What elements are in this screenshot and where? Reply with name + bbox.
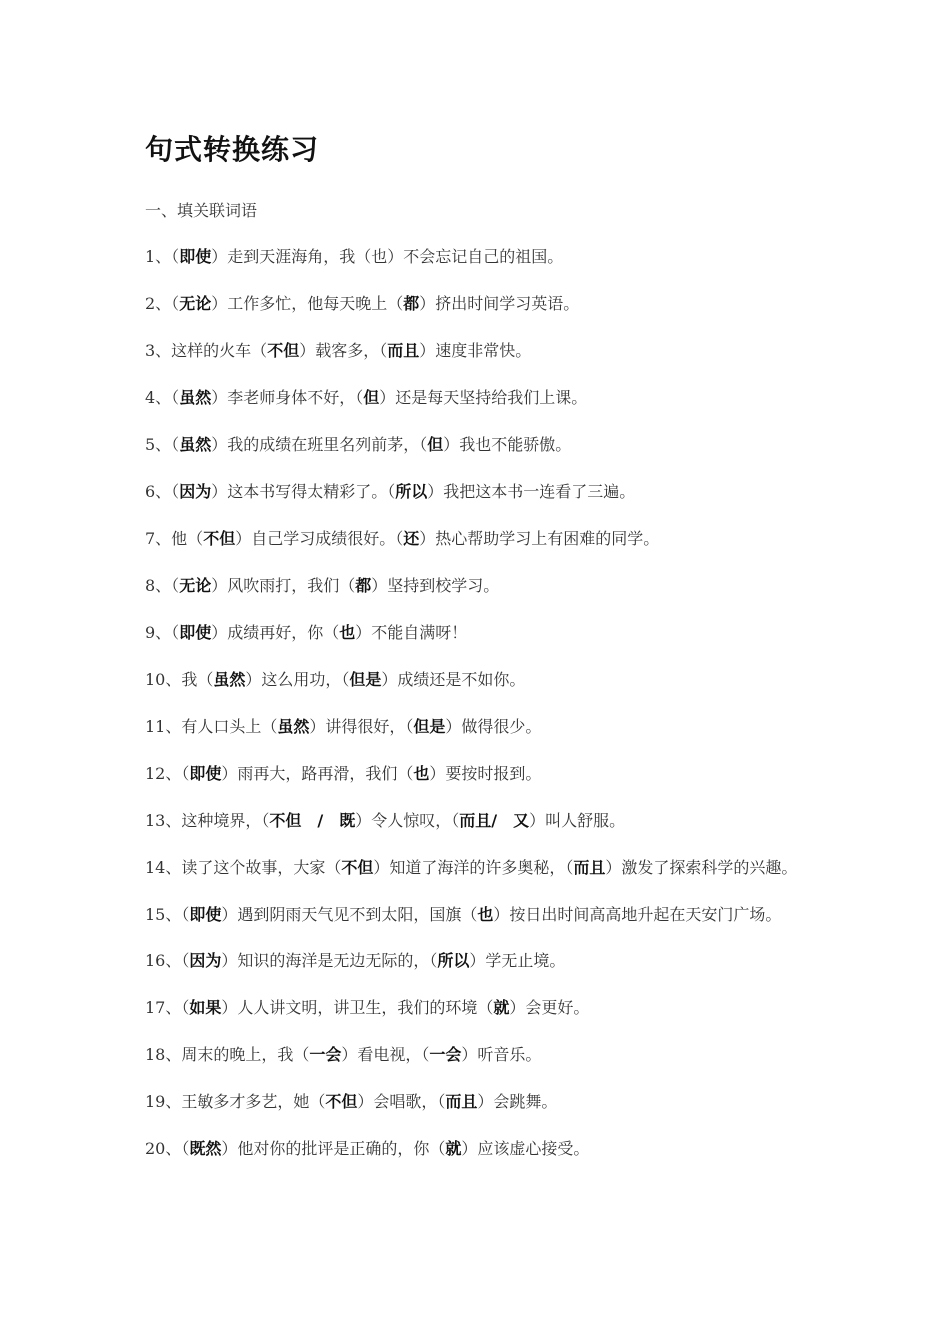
answer-word: 如果 — [189, 998, 222, 1017]
answer-word: 还 — [403, 529, 420, 548]
item-text: ）走到天涯海角，我（也）不会忘记自己的祖国。 — [211, 247, 564, 266]
item-text: 3、这样的火车（ — [145, 341, 268, 360]
item-text: ）听音乐。 — [461, 1045, 542, 1064]
item-text: ）热心帮助学习上有困难的同学。 — [419, 529, 660, 548]
answer-word: 即使 — [179, 247, 212, 266]
item-text: 5、（ — [145, 435, 180, 454]
answer-word: 但 — [427, 435, 444, 454]
answer-word: 一会 — [309, 1045, 342, 1064]
item-text: ）坚持到校学习。 — [371, 576, 500, 595]
exercise-item — [145, 573, 810, 599]
item-text: 2、（ — [145, 294, 180, 313]
answer-word: 虽然 — [179, 388, 212, 407]
exercise-item — [145, 1136, 810, 1162]
exercise-item — [145, 479, 810, 505]
answer-word: 即使 — [179, 623, 212, 642]
exercise-item — [145, 808, 810, 834]
answer-word: 但是 — [413, 717, 446, 736]
item-text: ）学无止境。 — [469, 951, 566, 970]
answer-word: 虽然 — [179, 435, 212, 454]
item-text: ）工作多忙，他每天晚上（ — [211, 294, 404, 313]
answer-word: 而且 — [387, 341, 420, 360]
item-text: ）要按时报到。 — [429, 764, 542, 783]
exercise-item — [145, 667, 810, 693]
item-text: 9、（ — [145, 623, 180, 642]
answer-word: 即使 — [189, 764, 222, 783]
item-text: 4、（ — [145, 388, 180, 407]
item-text: ）我的成绩在班里名列前茅，（ — [211, 435, 428, 454]
answer-word: 而且 — [573, 858, 606, 877]
item-text: ）还是每天坚持给我们上课。 — [379, 388, 588, 407]
exercise-list — [145, 244, 810, 1162]
answer-word: 就 — [493, 998, 510, 1017]
item-text: 11、有人口头上（ — [145, 717, 278, 736]
page-title: 句式转换练习 — [145, 133, 320, 166]
answer-word: 无论 — [179, 294, 212, 313]
item-text: ）速度非常快。 — [419, 341, 532, 360]
item-text: ）知识的海洋是无边无际的，（ — [221, 951, 438, 970]
item-text: ）会更好。 — [509, 998, 590, 1017]
answer-word: 即使 — [189, 905, 222, 924]
item-text: ）令人惊叹，（ — [355, 811, 460, 830]
item-text: ）按日出时间高高地升起在天安门广场。 — [493, 905, 782, 924]
item-text: ）他对你的批评是正确的，你（ — [221, 1139, 446, 1158]
item-text: ）载客多，（ — [299, 341, 388, 360]
exercise-item — [145, 620, 810, 646]
item-text: ）激发了探索科学的兴趣。 — [605, 858, 798, 877]
exercise-item — [145, 761, 810, 787]
answer-word: 虽然 — [277, 717, 310, 736]
exercise-item — [145, 338, 810, 364]
item-text: 15、（ — [145, 905, 190, 924]
item-text: 20、（ — [145, 1139, 190, 1158]
exercise-item — [145, 902, 810, 928]
answer-word: 所以 — [395, 482, 428, 501]
answer-word: 因为 — [179, 482, 212, 501]
answer-word: 而且 — [445, 1092, 478, 1111]
item-text: 17、（ — [145, 998, 190, 1017]
exercise-item — [145, 526, 810, 552]
item-text: ）这么用功，（ — [245, 670, 350, 689]
item-text: 1、（ — [145, 247, 180, 266]
item-text: ）看电视，（ — [341, 1045, 430, 1064]
item-text: ）会唱歌，（ — [357, 1092, 446, 1111]
exercise-item — [145, 244, 810, 270]
answer-word: 而且/ 又 — [459, 811, 530, 830]
item-text: ）雨再大，路再滑，我们（ — [221, 764, 414, 783]
item-text: ）成绩还是不如你。 — [381, 670, 526, 689]
answer-word: 不但 — [267, 341, 300, 360]
item-text: ）风吹雨打，我们（ — [211, 576, 356, 595]
answer-word: 无论 — [179, 576, 212, 595]
item-text: ）叫人舒服。 — [529, 811, 626, 830]
item-text: ）自己学习成绩很好。（ — [235, 529, 404, 548]
exercise-item — [145, 855, 810, 881]
answer-word: 也 — [339, 623, 356, 642]
item-text: ）应该虚心接受。 — [461, 1139, 590, 1158]
item-text: 14、读了这个故事，大家（ — [145, 858, 342, 877]
exercise-item — [145, 385, 810, 411]
answer-word: 因为 — [189, 951, 222, 970]
item-text: 16、（ — [145, 951, 190, 970]
answer-word: 不但 — [341, 858, 374, 877]
item-text: ）遇到阴雨天气见不到太阳，国旗（ — [221, 905, 478, 924]
answer-word: 都 — [355, 576, 372, 595]
item-text: ）知道了海洋的许多奥秘，（ — [373, 858, 574, 877]
answer-word: 但 — [363, 388, 380, 407]
item-text: 8、（ — [145, 576, 180, 595]
exercise-item — [145, 1089, 810, 1115]
exercise-item — [145, 432, 810, 458]
item-text: ）做得很少。 — [445, 717, 542, 736]
answer-word: 不但 — [203, 529, 236, 548]
item-text: ）不能自满呀！ — [355, 623, 468, 642]
item-text: ）我也不能骄傲。 — [443, 435, 572, 454]
item-text: 7、他（ — [145, 529, 204, 548]
item-text: ）这本书写得太精彩了。（ — [211, 482, 396, 501]
answer-word: 虽然 — [213, 670, 246, 689]
item-text: ）成绩再好，你（ — [211, 623, 340, 642]
item-text: ）讲得很好，（ — [309, 717, 414, 736]
answer-word: 所以 — [437, 951, 470, 970]
exercise-item — [145, 995, 810, 1021]
answer-word: 也 — [413, 764, 430, 783]
answer-word: 也 — [477, 905, 494, 924]
answer-word: 不但 — [325, 1092, 358, 1111]
item-text: 18、周末的晚上，我（ — [145, 1045, 310, 1064]
answer-word: 一会 — [429, 1045, 462, 1064]
answer-word: 都 — [403, 294, 420, 313]
item-text: ）人人讲文明，讲卫生，我们的环境（ — [221, 998, 494, 1017]
section-heading: 一、填关联词语 — [145, 201, 258, 220]
exercise-item — [145, 714, 810, 740]
answer-word: 但是 — [349, 670, 382, 689]
item-text: 6、（ — [145, 482, 180, 501]
exercise-item — [145, 948, 810, 974]
item-text: ）挤出时间学习英语。 — [419, 294, 580, 313]
item-text: 19、王敏多才多艺，她（ — [145, 1092, 326, 1111]
item-text: 10、我（ — [145, 670, 214, 689]
exercise-item — [145, 291, 810, 317]
item-text: ）会跳舞。 — [477, 1092, 558, 1111]
answer-word: 不但 / 既 — [269, 811, 356, 830]
answer-word: 就 — [445, 1139, 462, 1158]
item-text: ）我把这本书一连看了三遍。 — [427, 482, 636, 501]
item-text: ）李老师身体不好，（ — [211, 388, 364, 407]
answer-word: 既然 — [189, 1139, 222, 1158]
exercise-item — [145, 1042, 810, 1068]
item-text: 12、（ — [145, 764, 190, 783]
item-text: 13、这种境界，（ — [145, 811, 270, 830]
